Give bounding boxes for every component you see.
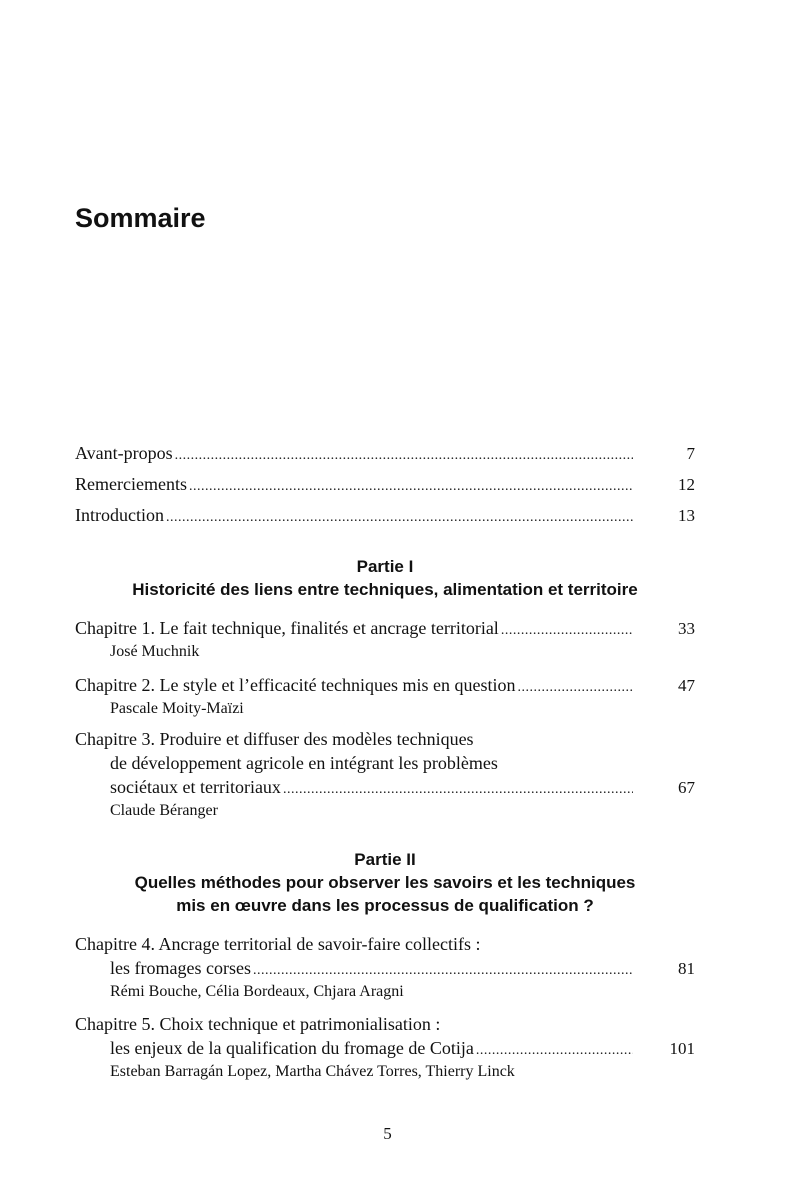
chapter-title: Chapitre 4. Ancrage territorial de savoir-faire collectifs :	[75, 934, 481, 954]
chapter-author: Esteban Barragán Lopez, Martha Chávez Torres, Thierry Linck	[110, 1063, 515, 1080]
chapter-title: Chapitre 1. Le fait technique, finalités et ancrage territorial	[75, 618, 499, 638]
chapter-author: Pascale Moity-Maïzi	[110, 700, 244, 717]
dot-leader	[189, 475, 633, 499]
page-title: Sommaire	[75, 203, 206, 233]
page-number: 67	[678, 778, 695, 797]
part-title: Partie I	[356, 557, 414, 576]
chapter-title-continued: sociétaux et territoriaux	[110, 777, 281, 797]
toc-entry-chapter-4[interactable]	[75, 932, 695, 1004]
chapter-title-continued: de développement agricole en intégrant les problèmes	[110, 753, 498, 773]
toc-entry-chapter-1[interactable]	[75, 616, 695, 664]
chapter-title-continued: les enjeux de la qualification du fromage de Cotija	[110, 1038, 474, 1058]
page-number: 101	[669, 1039, 695, 1058]
toc-entry-avant-propos[interactable]	[75, 441, 695, 465]
page-number: 12	[678, 475, 695, 494]
chapter-title: Chapitre 3. Produire et diffuser des modèles techniques	[75, 729, 474, 749]
toc-entry-remerciements[interactable]	[75, 472, 695, 496]
part-subtitle: Quelles méthodes pour observer les savoirs et les techniques	[134, 873, 636, 892]
chapter-title: Chapitre 2. Le style et l’efficacité techniques mis en question	[75, 675, 516, 695]
dot-leader	[283, 778, 633, 802]
toc-entry-chapter-5[interactable]	[75, 1012, 695, 1084]
part-2-heading	[75, 848, 695, 917]
part-title: Partie II	[354, 850, 416, 869]
dot-leader	[166, 506, 633, 530]
page-number: 47	[678, 676, 695, 695]
part-1-heading	[75, 555, 695, 601]
dot-leader	[518, 676, 633, 700]
dot-leader	[175, 444, 633, 468]
chapter-title: Chapitre 5. Choix technique et patrimonialisation :	[75, 1014, 441, 1034]
toc-entry-label: Introduction	[75, 505, 164, 525]
chapter-title-continued: les fromages corses	[110, 958, 251, 978]
page-number: 7	[686, 444, 695, 463]
toc-entry-chapter-3[interactable]	[75, 727, 695, 823]
toc-entry-label: Avant-propos	[75, 443, 173, 463]
page-number: 13	[678, 506, 695, 525]
toc-entry-introduction[interactable]	[75, 503, 695, 527]
chapter-author: José Muchnik	[110, 643, 200, 660]
chapter-author: Claude Béranger	[110, 802, 218, 819]
page-number: 33	[678, 619, 695, 638]
page-number: 81	[678, 959, 695, 978]
dot-leader	[501, 619, 633, 643]
chapter-author: Rémi Bouche, Célia Bordeaux, Chjara Aragni	[110, 983, 404, 1000]
part-subtitle: Historicité des liens entre techniques, alimentation et territoire	[132, 580, 638, 599]
toc-entry-label: Remerciements	[75, 474, 187, 494]
page-folio: 5	[383, 1124, 392, 1143]
toc-entry-chapter-2[interactable]	[75, 673, 695, 721]
part-subtitle: mis en œuvre dans les processus de qualification ?	[176, 896, 594, 915]
